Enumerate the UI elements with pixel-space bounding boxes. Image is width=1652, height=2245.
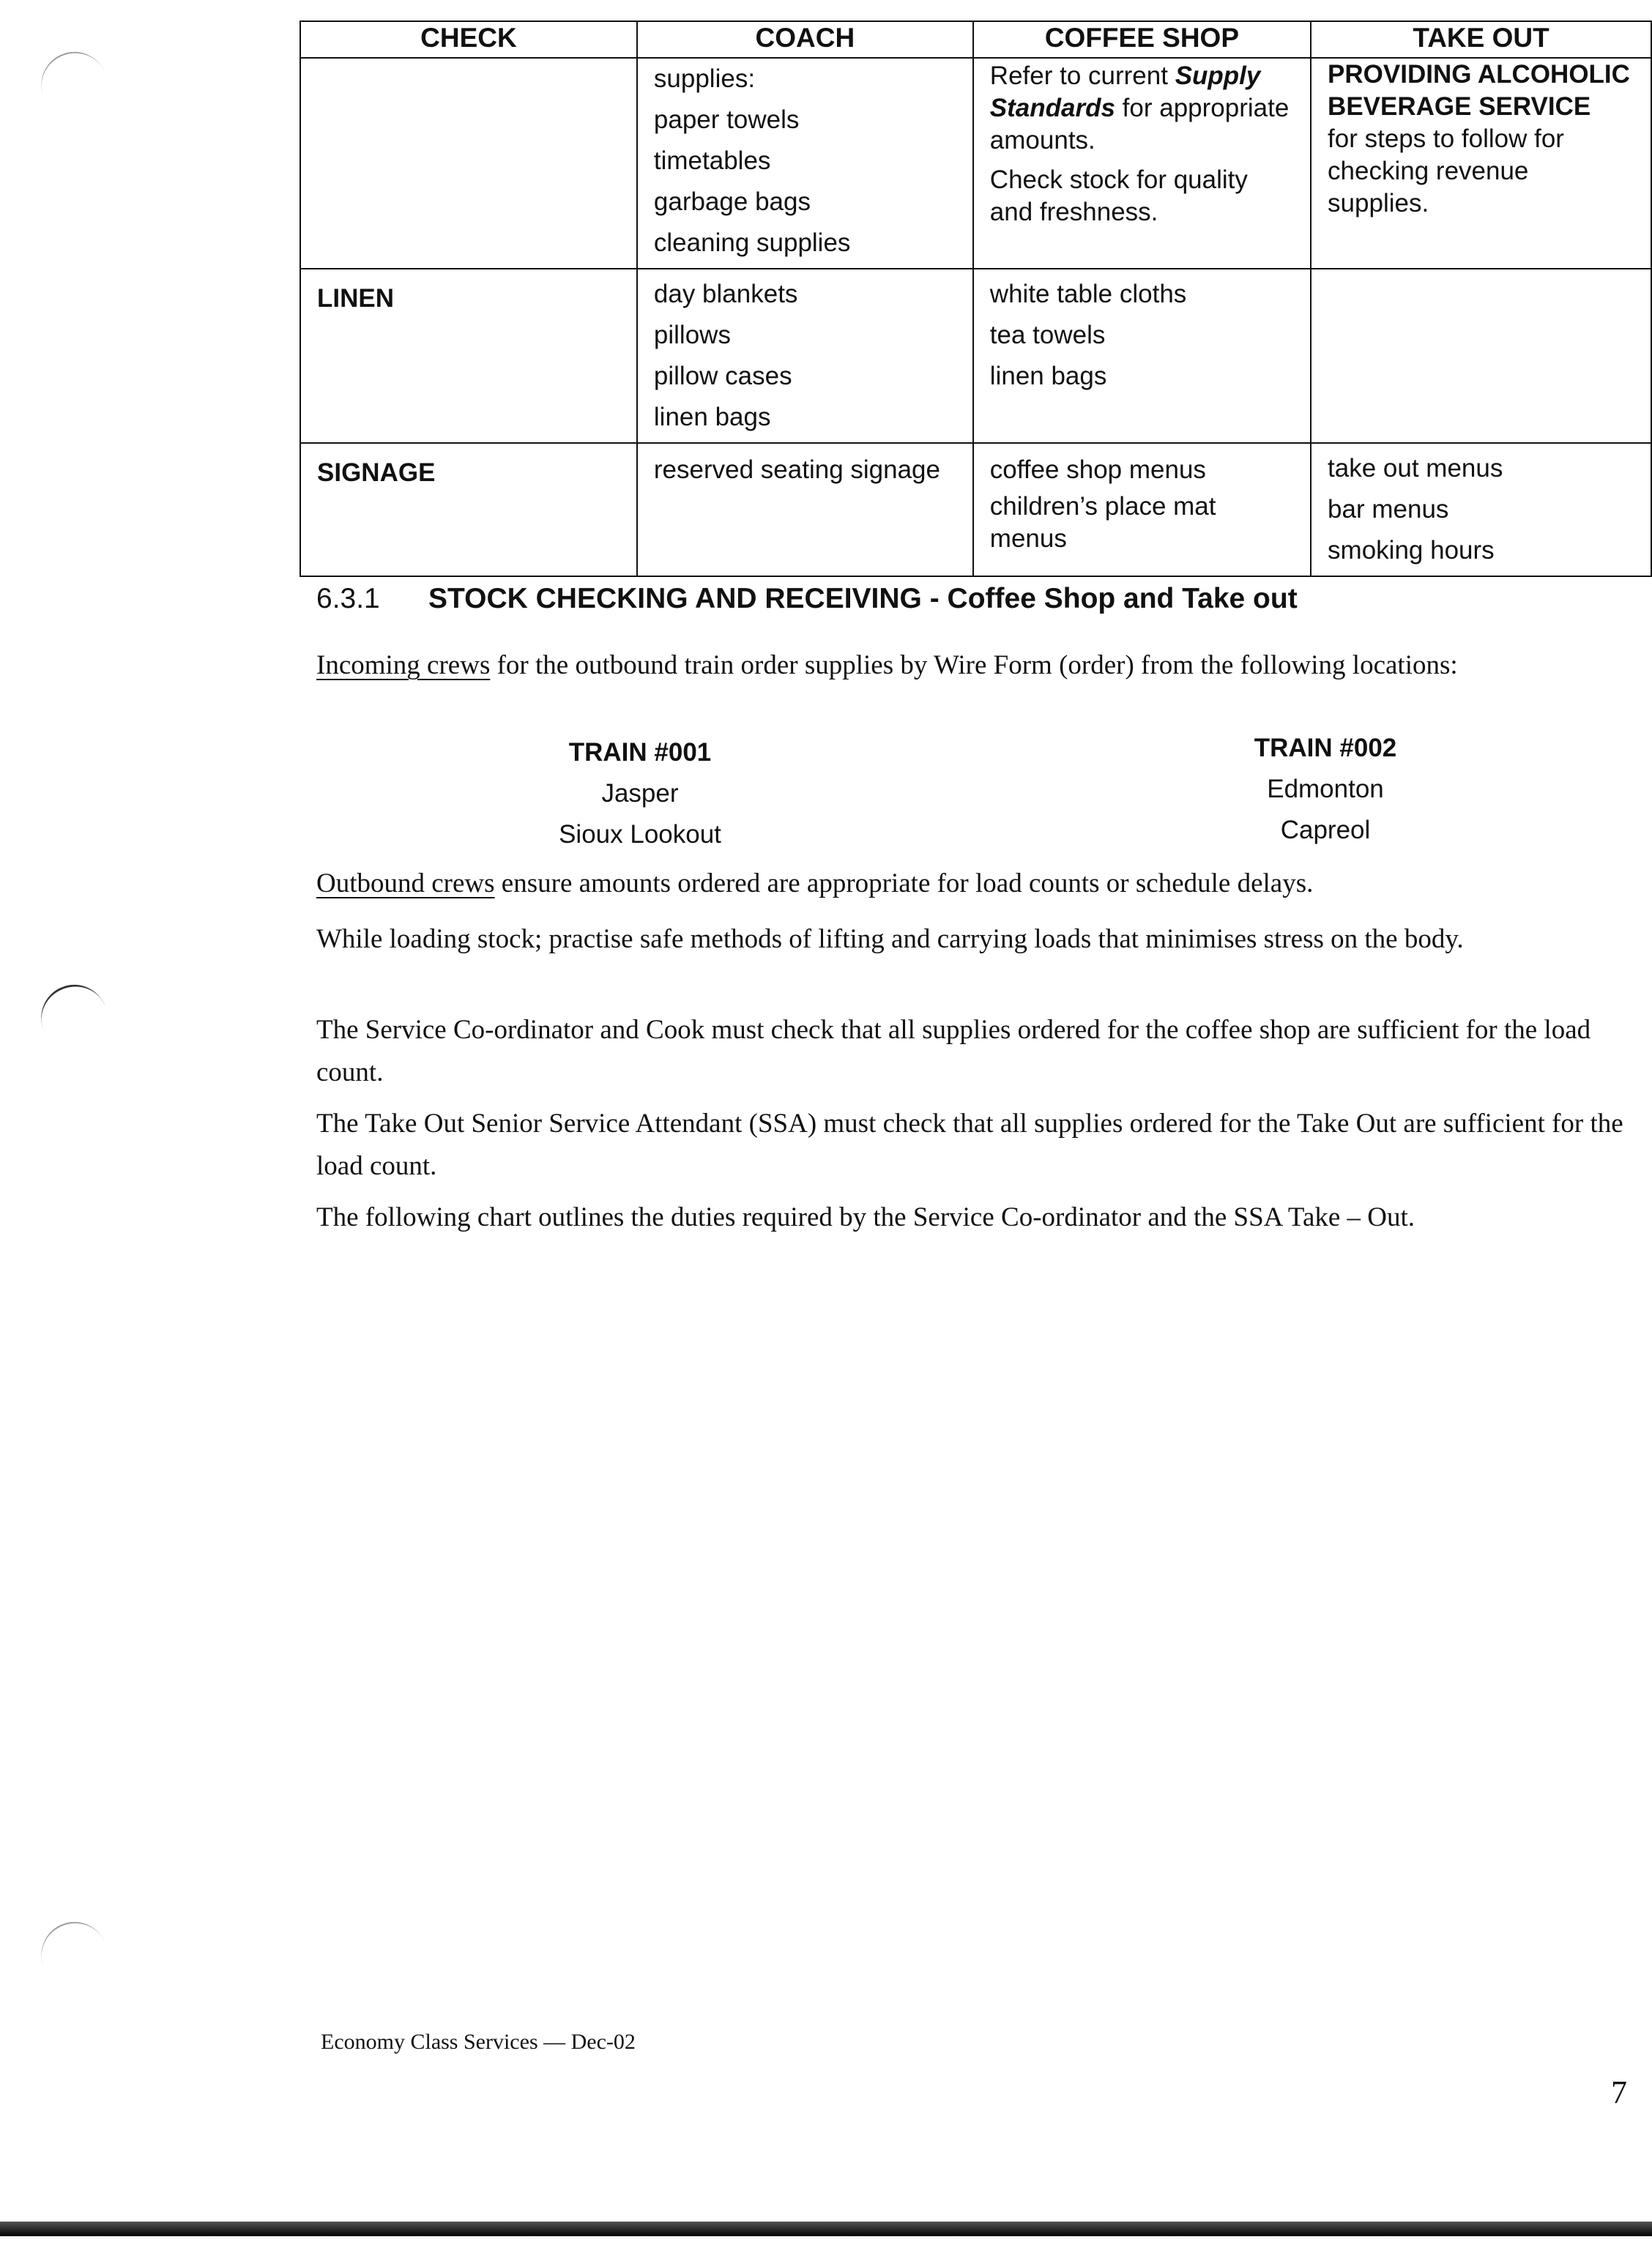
train-name: TRAIN #002 [1254, 734, 1397, 762]
signage-coach-cell [637, 443, 973, 576]
header-coffee-shop: COFFEE SHOP [973, 21, 1311, 58]
supplies-coffee-shop-cell [973, 58, 1311, 269]
train-002-locations [1194, 728, 1457, 851]
page-number: 7 [1611, 2074, 1627, 2110]
supplies-coach-cell [637, 58, 973, 269]
binder-hole-bottom [32, 1913, 107, 1971]
chart-intro-paragraph: The following chart outlines the duties required by the Service Co-ordinator and the SSA Take – Out. [316, 1202, 1415, 1232]
section-number: 6.3.1 [316, 583, 380, 614]
table-row-linen [300, 269, 1651, 443]
list-item: timetables [653, 146, 771, 175]
header-coach: COACH [637, 21, 973, 58]
page-bottom-edge [0, 2222, 1652, 2236]
location-item: Edmonton [1267, 775, 1384, 803]
table-header-row [300, 21, 1651, 58]
incoming-crews-paragraph [316, 644, 1642, 687]
list-item: tea towels [989, 321, 1106, 349]
supply-standards-reference: Supply Standards [989, 62, 1261, 122]
list-item: paper towels [653, 105, 800, 134]
outbound-crews-term: Outbound crews [316, 868, 495, 898]
coffee-shop-check-paragraph: The Service Co-ordinator and Cook must check that all supplies ordered for the coffee shop are sufficient for the load count. [316, 1015, 1591, 1087]
supply-standards-note [990, 60, 1294, 157]
linen-coffee-shop-cell [973, 269, 1311, 443]
table-row-supplies [300, 58, 1651, 269]
list-item: white table cloths [989, 280, 1187, 308]
note-text: Refer to current [989, 62, 1175, 90]
linen-take-out-cell [1311, 269, 1651, 443]
train-001-locations [508, 732, 772, 855]
list-item: day blankets [653, 280, 798, 308]
location-item: Jasper [601, 779, 679, 808]
signage-coffee-shop-cell [973, 443, 1311, 576]
note-text: for appropriate amounts. [989, 94, 1290, 154]
outbound-crews-paragraph [316, 863, 1642, 905]
supplies-check-cell [300, 58, 637, 269]
stock-check-table [299, 21, 1652, 577]
safe-lifting-paragraph: While loading stock; practise safe methods of lifting and carrying loads that minimises stress on the body. [316, 924, 1464, 954]
list-item: linen bags [989, 362, 1107, 390]
paragraph-text: ensure amounts ordered are appropriate for load counts or schedule delays. [494, 868, 1314, 898]
list-item: reserved seating signage [653, 455, 940, 484]
list-item: pillow cases [653, 362, 792, 390]
list-item: take out menus [1328, 454, 1503, 483]
supplies-take-out-cell [1311, 58, 1651, 269]
list-item: pillows [653, 321, 731, 349]
list-item: smoking hours [1328, 536, 1495, 565]
list-item: garbage bags [653, 187, 811, 216]
list-item: coffee shop menus [989, 455, 1206, 484]
location-item: Capreol [1280, 816, 1371, 844]
signage-label: SIGNAGE [300, 443, 637, 576]
header-take-out: TAKE OUT [1311, 21, 1651, 58]
alcoholic-service-reference: PROVIDING ALCOHOLIC BEVERAGE SERVICE [1328, 60, 1630, 121]
section-title: STOCK CHECKING AND RECEIVING - Coffee Shop and Take out [428, 583, 1298, 614]
incoming-crews-term: Incoming crews [316, 650, 491, 680]
section-heading [316, 583, 1298, 615]
signage-take-out-cell [1311, 443, 1651, 576]
binder-hole-middle [32, 975, 108, 1035]
quality-check-note: Check stock for quality and freshness. [989, 165, 1248, 226]
revenue-supplies-note: for steps to follow for checking revenue supplies. [1328, 124, 1564, 217]
location-item: Sioux Lookout [559, 820, 721, 849]
table-row-signage [300, 443, 1651, 576]
binder-hole-top [32, 42, 107, 101]
list-item: linen bags [653, 403, 771, 431]
header-check: CHECK [300, 21, 637, 58]
linen-label: LINEN [300, 269, 637, 443]
list-item: bar menus [1328, 495, 1449, 524]
paragraph-text: for the outbound train order supplies by Wire Form (order) from the following locations: [490, 650, 1458, 680]
footer-text: Economy Class Services — Dec-02 [321, 2030, 636, 2054]
train-name: TRAIN #001 [568, 738, 712, 767]
linen-coach-cell [637, 269, 973, 443]
list-item: supplies: [653, 64, 756, 93]
take-out-check-paragraph: The Take Out Senior Service Attendant (SSA) must check that all supplies ordered for the Take Out are sufficient for the load count. [316, 1109, 1623, 1181]
list-item: children’s place mat menus [989, 492, 1216, 553]
list-item: cleaning supplies [653, 228, 851, 257]
